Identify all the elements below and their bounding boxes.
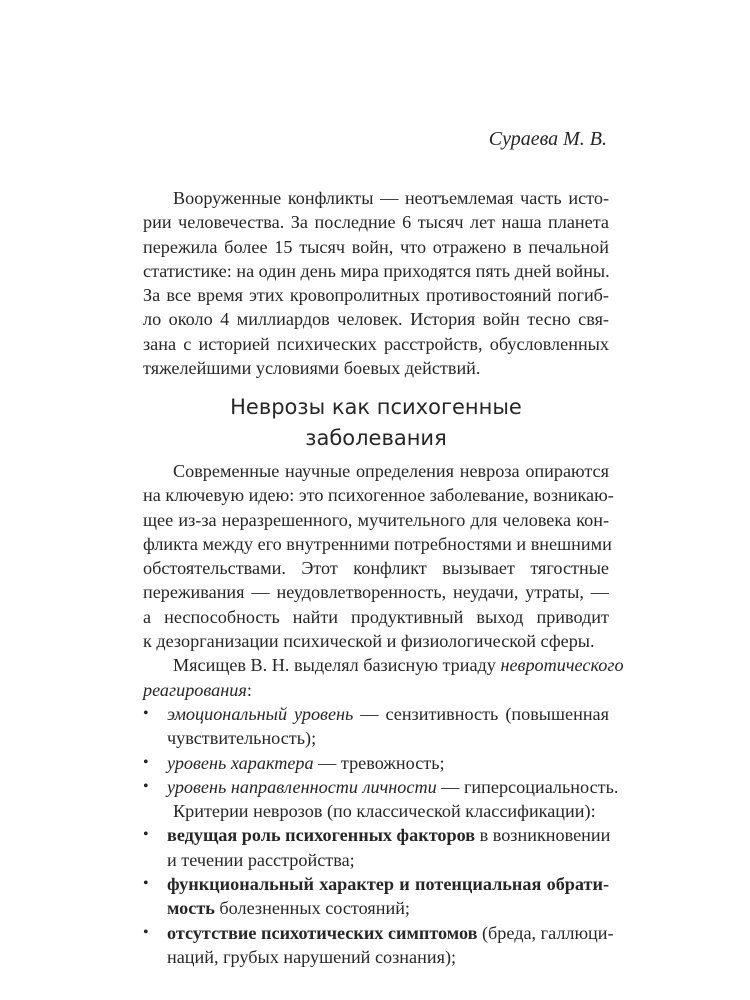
section-heading-line: заболевания xyxy=(305,426,447,450)
list-item: • отсутствие психотических симптомов (бреда, галлюци- наций, грубых нарушений сознания); xyxy=(143,922,614,967)
triad-intro-cont: реагирования: xyxy=(143,679,252,700)
text-line: фликта между его внутренними потребностями и внешними xyxy=(143,533,612,554)
neurosis-paragraph xyxy=(143,459,624,969)
list-item: • ведущая роль психогенных факторов в возникновении и течении расстройства; xyxy=(143,825,611,870)
bullet-icon: • xyxy=(143,875,149,893)
triad-intro: Мясищев В. Н. выделял базисную триаду невротического xyxy=(173,655,624,676)
text-line: щее из-за неразрешенного, мучительного для человека кон- xyxy=(143,509,609,530)
text-line: пережила более 15 тысяч войн, что отражено в печальной xyxy=(143,236,609,257)
bullet-icon: • xyxy=(143,923,149,941)
running-header-author: Сураева М. В. xyxy=(488,128,607,150)
text-line: зана с историей психических расстройств, обусловленных xyxy=(143,333,609,354)
list-item: • уровень направленности личности — гиперсоциальность. xyxy=(143,775,609,799)
text-line: тяжелейшими условиями боевых действий. xyxy=(143,358,481,379)
section-heading xyxy=(143,392,609,454)
text-line: а неспособность найти продуктивный выход приводит xyxy=(143,606,609,627)
list-item: • функциональный характер и потенциальная обрати- мость болезненных состояний; xyxy=(143,874,609,919)
text-line: статистике: на один день мира приходятся пять дней войны. xyxy=(143,260,610,281)
intro-paragraph xyxy=(143,186,609,380)
text-line: Современные научные определения невроза опираются xyxy=(173,461,609,481)
text-line: рии человечества. За последние 6 тысяч лет наша планета xyxy=(143,212,609,233)
text-line: За все время этих кровопролитных противостояний погиб- xyxy=(143,285,609,306)
bullet-icon: • xyxy=(143,777,149,795)
list-item: • уровень характера — тревожность; xyxy=(143,751,609,775)
text-line: переживания — неудовлетворенность, неудачи, утраты, — xyxy=(143,582,609,603)
section-heading-line: Неврозы как психогенные xyxy=(230,395,522,419)
text-line: обстоятельствами. Этот конфликт вызывает тягостные xyxy=(143,558,609,579)
text-line: на ключевую идею: это психогенное заболевание, возникаю- xyxy=(143,485,614,506)
text-line: Вооруженные конфликты — неотъемлемая часть исто- xyxy=(173,188,609,208)
bullet-icon: • xyxy=(143,704,149,722)
text-line: ло около 4 миллиардов человек. История войн тесно свя- xyxy=(143,309,609,330)
bullet-icon: • xyxy=(143,826,149,844)
criteria-intro: Критерии неврозов (по классической классификации): xyxy=(173,801,596,822)
text-line: к дезорганизации психической и физиологической сферы. xyxy=(143,631,595,652)
bullet-icon: • xyxy=(143,753,149,771)
list-item: • эмоциональный уровень — сензитивность (повышенная чувствительность); xyxy=(143,703,609,749)
